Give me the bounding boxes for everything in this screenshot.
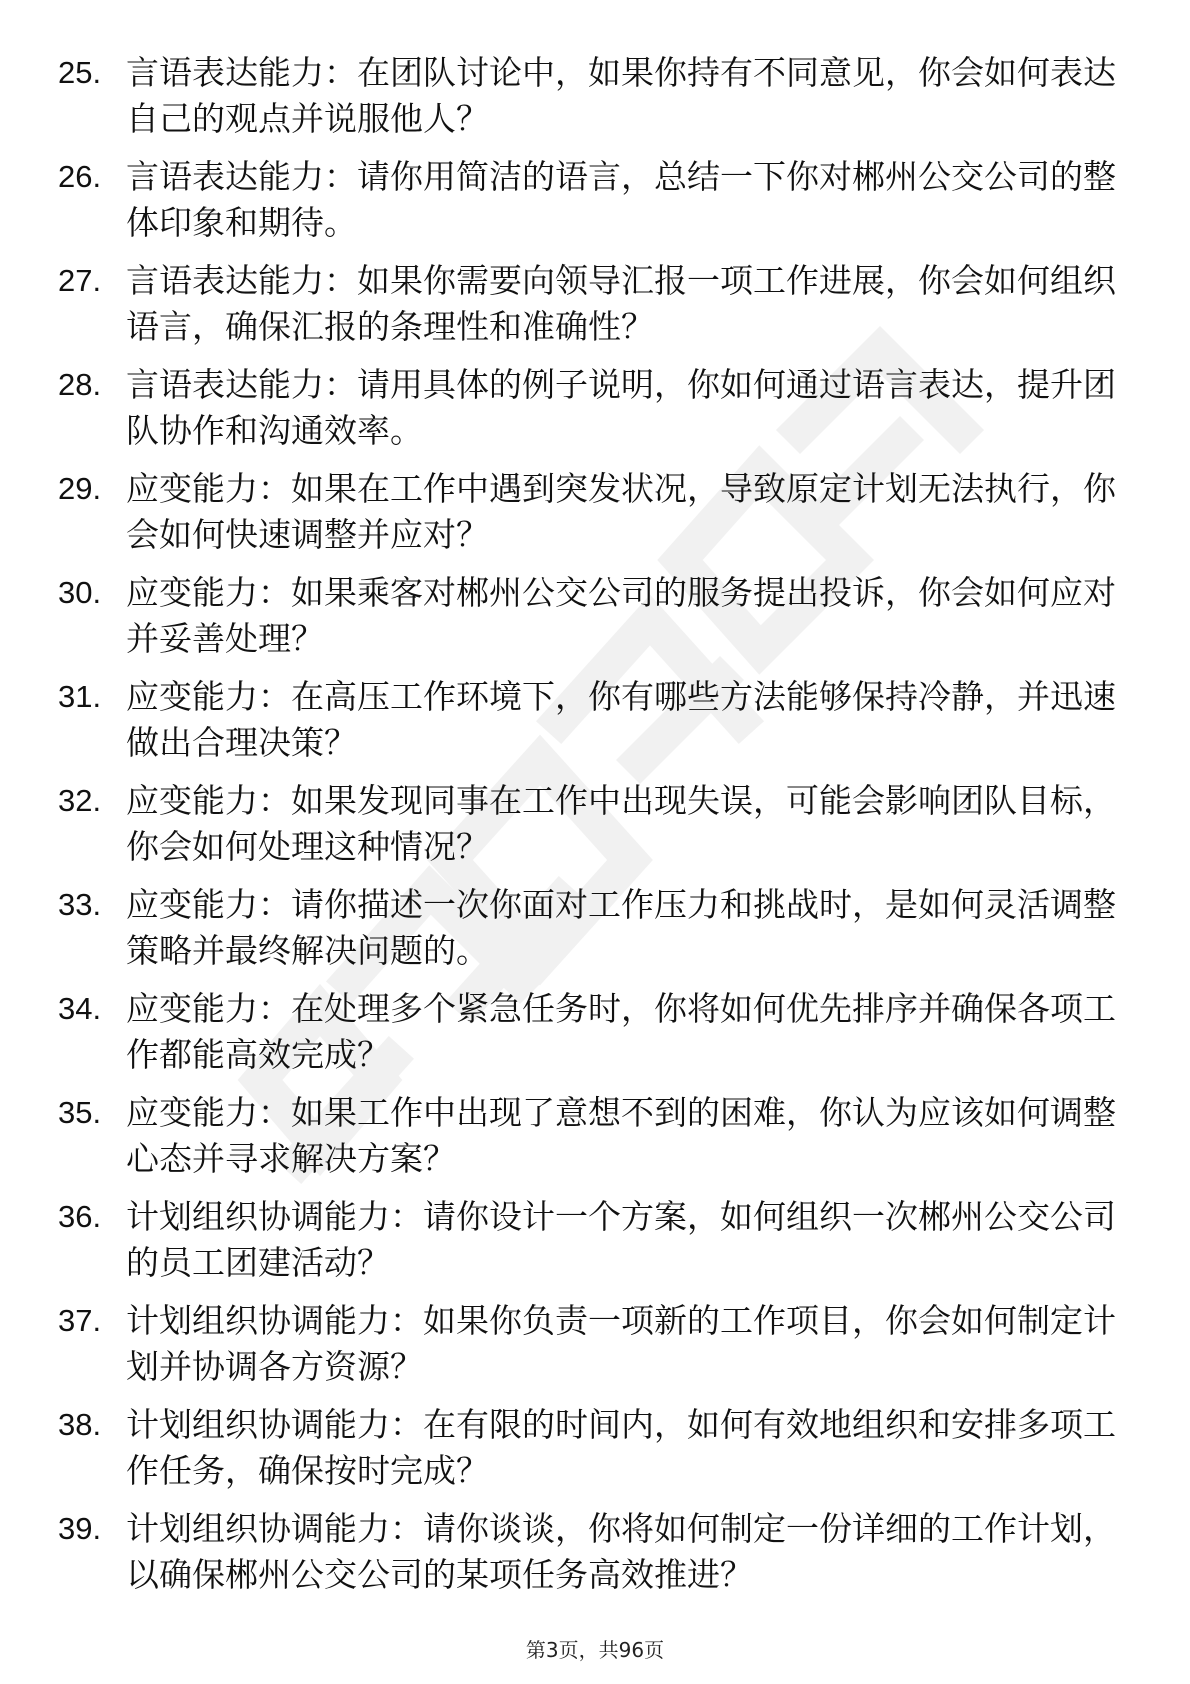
question-item: [58, 674, 1118, 766]
question-text: 计划组织协调能力：请你谈谈，你将如何制定一份详细的工作计划，以确保郴州公交公司的某项任务高效推进？: [126, 1509, 1116, 1594]
question-text: 计划组织协调能力：如果你负责一项新的工作项目，你会如何制定计划并协调各方资源？: [126, 1301, 1116, 1386]
question-item: [58, 882, 1118, 974]
question-item: [58, 570, 1118, 662]
question-item: [58, 154, 1118, 246]
question-number: 34.: [58, 991, 102, 1026]
question-text: 应变能力：如果乘客对郴州公交公司的服务提出投诉，你会如何应对并妥善处理？: [126, 573, 1116, 658]
question-item: [58, 1090, 1118, 1182]
question-item: [58, 778, 1118, 870]
question-number: 26.: [58, 159, 102, 194]
question-number: 35.: [58, 1095, 102, 1130]
question-text: 计划组织协调能力：请你设计一个方案，如何组织一次郴州公交公司的员工团建活动？: [126, 1197, 1116, 1282]
question-number: 33.: [58, 887, 102, 922]
question-number: 39.: [58, 1511, 102, 1546]
question-text: 言语表达能力：在团队讨论中，如果你持有不同意见，你会如何表达自己的观点并说服他人？: [126, 53, 1116, 138]
question-item: [58, 258, 1118, 350]
question-number: 36.: [58, 1199, 102, 1234]
question-text: 言语表达能力：请用具体的例子说明，你如何通过语言表达，提升团队协作和沟通效率。: [126, 365, 1116, 450]
question-text: 应变能力：如果在工作中遇到突发状况，导致原定计划无法执行，你会如何快速调整并应对？: [126, 469, 1116, 554]
question-text: 言语表达能力：如果你需要向领导汇报一项工作进展，你会如何组织语言，确保汇报的条理性和准确性？: [126, 261, 1116, 346]
question-number: 31.: [58, 679, 102, 714]
question-item: [58, 1298, 1118, 1390]
question-item: [58, 1194, 1118, 1286]
question-number: 25.: [58, 55, 102, 90]
question-text: 言语表达能力：请你用简洁的语言，总结一下你对郴州公交公司的整体印象和期待。: [126, 157, 1116, 242]
question-text: 应变能力：在处理多个紧急任务时，你将如何优先排序并确保各项工作都能高效完成？: [126, 989, 1116, 1074]
question-number: 27.: [58, 263, 102, 298]
question-item: [58, 466, 1118, 558]
question-list: [58, 50, 1118, 1610]
question-item: [58, 986, 1118, 1078]
question-number: 29.: [58, 471, 102, 506]
question-number: 28.: [58, 367, 102, 402]
question-item: [58, 362, 1118, 454]
question-text: 应变能力：如果工作中出现了意想不到的困难，你认为应该如何调整心态并寻求解决方案？: [126, 1093, 1116, 1178]
question-text: 应变能力：在高压工作环境下，你有哪些方法能够保持冷静，并迅速做出合理决策？: [126, 677, 1116, 762]
question-number: 32.: [58, 783, 102, 818]
page-footer: 第3页，共96页: [525, 1638, 665, 1662]
question-item: [58, 50, 1118, 142]
question-item: [58, 1402, 1118, 1494]
question-number: 37.: [58, 1303, 102, 1338]
question-text: 应变能力：如果发现同事在工作中出现失误，可能会影响团队目标，你会如何处理这种情况？: [126, 781, 1116, 866]
question-text: 应变能力：请你描述一次你面对工作压力和挑战时，是如何灵活调整策略并最终解决问题的。: [126, 885, 1116, 970]
question-number: 38.: [58, 1407, 102, 1442]
question-item: [58, 1506, 1118, 1598]
question-number: 30.: [58, 575, 102, 610]
question-text: 计划组织协调能力：在有限的时间内，如何有效地组织和安排多项工作任务，确保按时完成？: [126, 1405, 1116, 1490]
